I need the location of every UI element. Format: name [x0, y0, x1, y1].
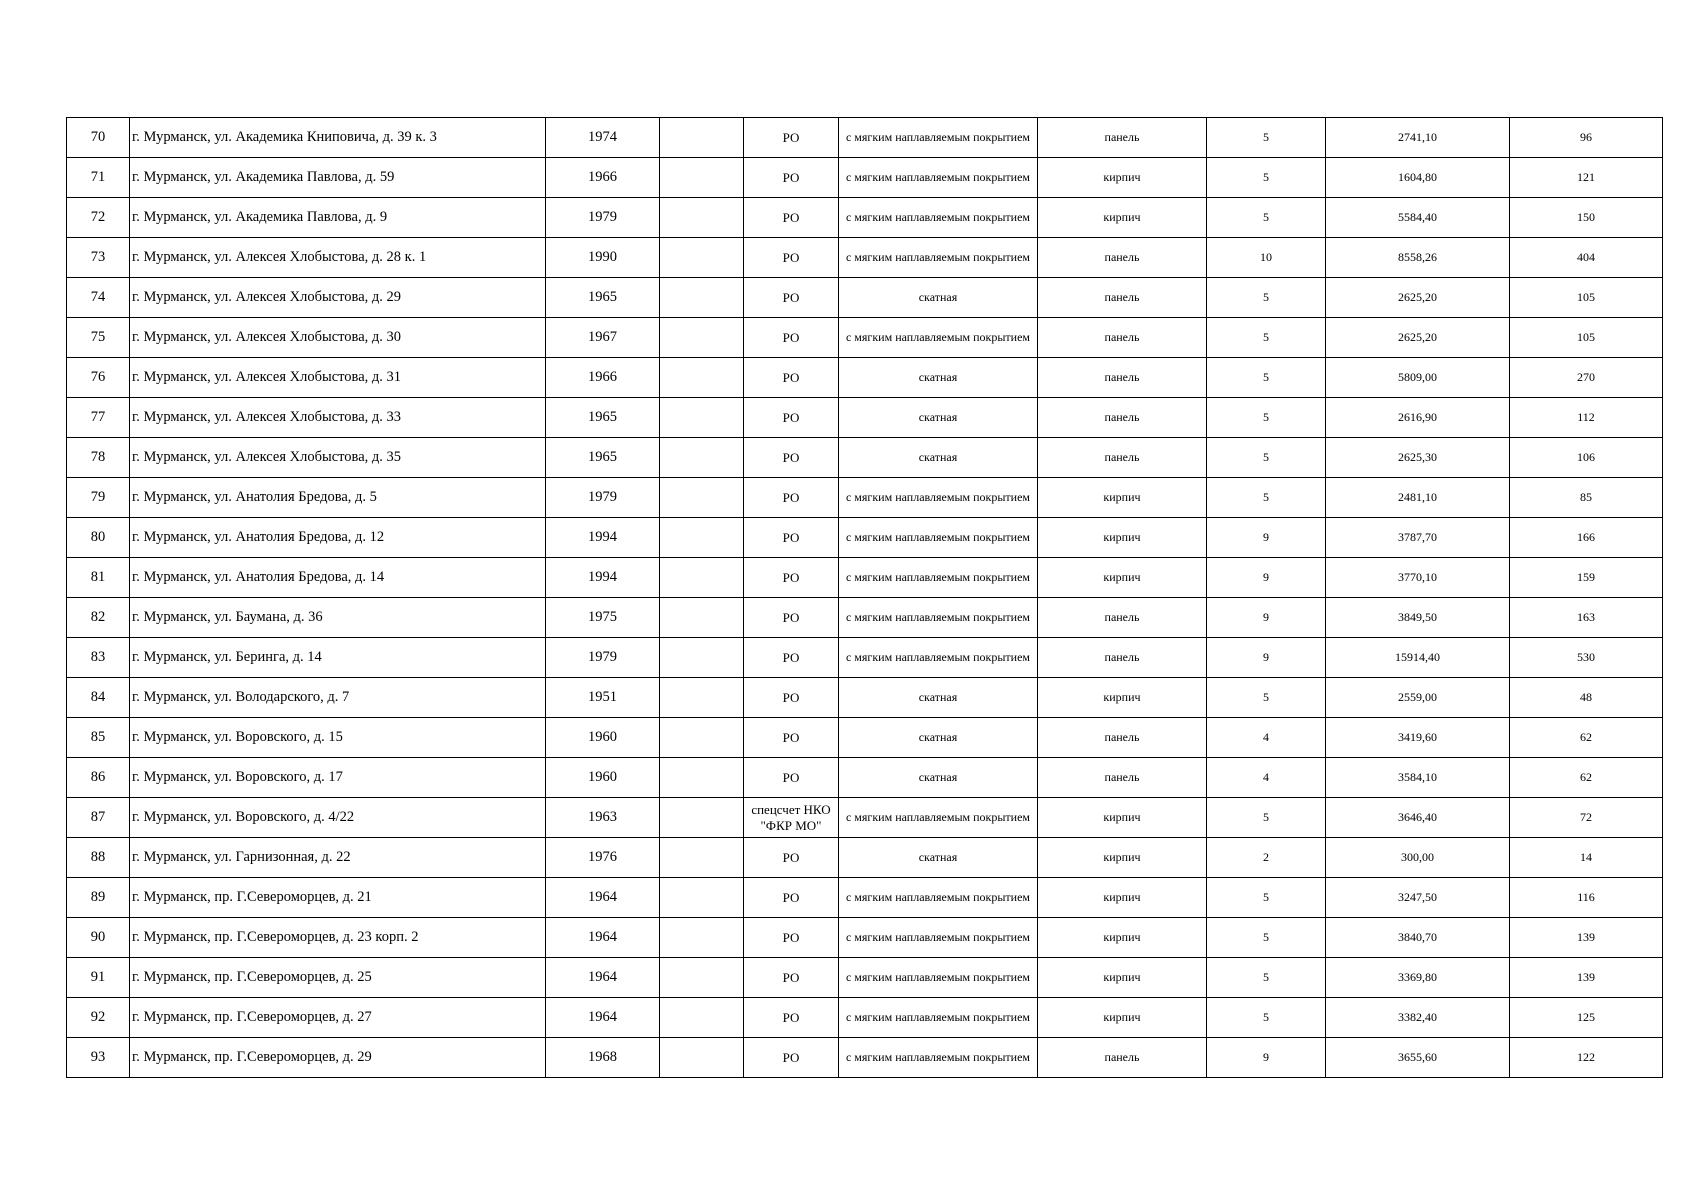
year-cell: 1975	[546, 598, 660, 638]
row-number-cell: 86	[67, 758, 130, 798]
row-number-cell: 84	[67, 678, 130, 718]
area-cell: 3849,50	[1326, 598, 1510, 638]
area-cell: 3840,70	[1326, 918, 1510, 958]
address-cell: г. Мурманск, ул. Алексея Хлобыстова, д. 33	[130, 398, 546, 438]
address-cell: г. Мурманск, ул. Баумана, д. 36	[130, 598, 546, 638]
empty-cell	[660, 158, 744, 198]
empty-cell	[660, 518, 744, 558]
year-cell: 1964	[546, 998, 660, 1038]
account-type-cell: РО	[744, 598, 839, 638]
account-type-cell: РО	[744, 1038, 839, 1078]
area-cell: 8558,26	[1326, 238, 1510, 278]
table-row	[67, 718, 1663, 758]
floors-cell: 9	[1207, 598, 1326, 638]
empty-cell	[660, 758, 744, 798]
row-number-cell: 70	[67, 118, 130, 158]
row-number-cell: 72	[67, 198, 130, 238]
residents-cell: 72	[1510, 798, 1663, 838]
area-cell: 3646,40	[1326, 798, 1510, 838]
table-row	[67, 118, 1663, 158]
wall-material-cell: кирпич	[1038, 518, 1207, 558]
year-cell: 1964	[546, 958, 660, 998]
table-row	[67, 478, 1663, 518]
empty-cell	[660, 638, 744, 678]
year-cell: 1994	[546, 518, 660, 558]
residents-cell: 139	[1510, 958, 1663, 998]
row-number-cell: 78	[67, 438, 130, 478]
row-number-cell: 90	[67, 918, 130, 958]
row-number-cell: 83	[67, 638, 130, 678]
year-cell: 1960	[546, 718, 660, 758]
account-type-cell: РО	[744, 638, 839, 678]
wall-material-cell: панель	[1038, 598, 1207, 638]
empty-cell	[660, 478, 744, 518]
account-type-cell: РО	[744, 838, 839, 878]
account-type-cell: РО	[744, 518, 839, 558]
address-cell: г. Мурманск, пр. Г.Североморцев, д. 27	[130, 998, 546, 1038]
row-number-cell: 93	[67, 1038, 130, 1078]
residents-cell: 125	[1510, 998, 1663, 1038]
row-number-cell: 87	[67, 798, 130, 838]
area-cell: 1604,80	[1326, 158, 1510, 198]
address-cell: г. Мурманск, ул. Академика Павлова, д. 59	[130, 158, 546, 198]
residents-cell: 122	[1510, 1038, 1663, 1078]
address-cell: г. Мурманск, ул. Беринга, д. 14	[130, 638, 546, 678]
empty-cell	[660, 598, 744, 638]
row-number-cell: 81	[67, 558, 130, 598]
year-cell: 1979	[546, 198, 660, 238]
year-cell: 1965	[546, 278, 660, 318]
address-cell: г. Мурманск, ул. Алексея Хлобыстова, д. 30	[130, 318, 546, 358]
account-type-cell: РО	[744, 198, 839, 238]
empty-cell	[660, 278, 744, 318]
empty-cell	[660, 1038, 744, 1078]
account-type-cell: РО	[744, 878, 839, 918]
year-cell: 1966	[546, 158, 660, 198]
roof-type-cell: скатная	[839, 758, 1038, 798]
empty-cell	[660, 718, 744, 758]
table-row	[67, 798, 1663, 838]
roof-type-cell: с мягким наплавляемым покрытием	[839, 198, 1038, 238]
residents-cell: 112	[1510, 398, 1663, 438]
area-cell: 5809,00	[1326, 358, 1510, 398]
empty-cell	[660, 798, 744, 838]
table-row	[67, 678, 1663, 718]
address-cell: г. Мурманск, ул. Анатолия Бредова, д. 5	[130, 478, 546, 518]
account-type-cell: РО	[744, 438, 839, 478]
wall-material-cell: кирпич	[1038, 678, 1207, 718]
floors-cell: 2	[1207, 838, 1326, 878]
roof-type-cell: скатная	[839, 438, 1038, 478]
account-type-cell: РО	[744, 318, 839, 358]
residents-cell: 150	[1510, 198, 1663, 238]
area-cell: 3655,60	[1326, 1038, 1510, 1078]
account-type-cell: РО	[744, 238, 839, 278]
floors-cell: 9	[1207, 1038, 1326, 1078]
table-row	[67, 998, 1663, 1038]
wall-material-cell: панель	[1038, 398, 1207, 438]
row-number-cell: 74	[67, 278, 130, 318]
empty-cell	[660, 318, 744, 358]
year-cell: 1965	[546, 438, 660, 478]
table-row	[67, 1038, 1663, 1078]
wall-material-cell: кирпич	[1038, 158, 1207, 198]
area-cell: 3369,80	[1326, 958, 1510, 998]
residents-cell: 163	[1510, 598, 1663, 638]
year-cell: 1964	[546, 878, 660, 918]
account-type-cell: РО	[744, 278, 839, 318]
year-cell: 1963	[546, 798, 660, 838]
year-cell: 1979	[546, 478, 660, 518]
roof-type-cell: скатная	[839, 718, 1038, 758]
roof-type-cell: с мягким наплавляемым покрытием	[839, 878, 1038, 918]
account-type-cell: РО	[744, 478, 839, 518]
wall-material-cell: кирпич	[1038, 958, 1207, 998]
area-cell: 5584,40	[1326, 198, 1510, 238]
roof-type-cell: с мягким наплавляемым покрытием	[839, 798, 1038, 838]
empty-cell	[660, 238, 744, 278]
roof-type-cell: скатная	[839, 838, 1038, 878]
table-row	[67, 918, 1663, 958]
residents-cell: 96	[1510, 118, 1663, 158]
empty-cell	[660, 998, 744, 1038]
year-cell: 1974	[546, 118, 660, 158]
empty-cell	[660, 918, 744, 958]
row-number-cell: 73	[67, 238, 130, 278]
roof-type-cell: с мягким наплавляемым покрытием	[839, 1038, 1038, 1078]
address-cell: г. Мурманск, ул. Алексея Хлобыстова, д. 28 к. 1	[130, 238, 546, 278]
roof-type-cell: с мягким наплавляемым покрытием	[839, 638, 1038, 678]
account-type-cell: РО	[744, 158, 839, 198]
year-cell: 1965	[546, 398, 660, 438]
roof-type-cell: с мягким наплавляемым покрытием	[839, 918, 1038, 958]
address-cell: г. Мурманск, ул. Анатолия Бредова, д. 12	[130, 518, 546, 558]
area-cell: 3584,10	[1326, 758, 1510, 798]
roof-type-cell: с мягким наплавляемым покрытием	[839, 478, 1038, 518]
address-cell: г. Мурманск, пр. Г.Североморцев, д. 21	[130, 878, 546, 918]
wall-material-cell: кирпич	[1038, 558, 1207, 598]
empty-cell	[660, 878, 744, 918]
roof-type-cell: с мягким наплавляемым покрытием	[839, 518, 1038, 558]
empty-cell	[660, 678, 744, 718]
floors-cell: 4	[1207, 758, 1326, 798]
residents-cell: 85	[1510, 478, 1663, 518]
address-cell: г. Мурманск, ул. Володарского, д. 7	[130, 678, 546, 718]
area-cell: 3247,50	[1326, 878, 1510, 918]
floors-cell: 5	[1207, 958, 1326, 998]
wall-material-cell: панель	[1038, 358, 1207, 398]
address-cell: г. Мурманск, пр. Г.Североморцев, д. 25	[130, 958, 546, 998]
table-row	[67, 958, 1663, 998]
table-row	[67, 318, 1663, 358]
address-cell: г. Мурманск, ул. Воровского, д. 17	[130, 758, 546, 798]
account-type-cell: РО	[744, 998, 839, 1038]
floors-cell: 5	[1207, 798, 1326, 838]
roof-type-cell: с мягким наплавляемым покрытием	[839, 558, 1038, 598]
table-row	[67, 878, 1663, 918]
table-row	[67, 758, 1663, 798]
wall-material-cell: кирпич	[1038, 478, 1207, 518]
table-row	[67, 558, 1663, 598]
area-cell: 2625,30	[1326, 438, 1510, 478]
address-cell: г. Мурманск, ул. Алексея Хлобыстова, д. 29	[130, 278, 546, 318]
floors-cell: 5	[1207, 198, 1326, 238]
empty-cell	[660, 398, 744, 438]
account-type-cell: РО	[744, 398, 839, 438]
wall-material-cell: кирпич	[1038, 998, 1207, 1038]
table-body	[67, 118, 1663, 1078]
housing-table	[66, 117, 1663, 1078]
row-number-cell: 77	[67, 398, 130, 438]
wall-material-cell: кирпич	[1038, 838, 1207, 878]
year-cell: 1966	[546, 358, 660, 398]
empty-cell	[660, 438, 744, 478]
row-number-cell: 76	[67, 358, 130, 398]
table-row	[67, 838, 1663, 878]
floors-cell: 5	[1207, 398, 1326, 438]
year-cell: 1967	[546, 318, 660, 358]
roof-type-cell: с мягким наплавляемым покрытием	[839, 958, 1038, 998]
row-number-cell: 71	[67, 158, 130, 198]
residents-cell: 106	[1510, 438, 1663, 478]
account-type-cell: РО	[744, 718, 839, 758]
address-cell: г. Мурманск, ул. Анатолия Бредова, д. 14	[130, 558, 546, 598]
roof-type-cell: с мягким наплавляемым покрытием	[839, 318, 1038, 358]
roof-type-cell: с мягким наплавляемым покрытием	[839, 158, 1038, 198]
wall-material-cell: кирпич	[1038, 918, 1207, 958]
year-cell: 1994	[546, 558, 660, 598]
wall-material-cell: кирпич	[1038, 798, 1207, 838]
year-cell: 1990	[546, 238, 660, 278]
roof-type-cell: с мягким наплавляемым покрытием	[839, 118, 1038, 158]
floors-cell: 5	[1207, 118, 1326, 158]
account-type-cell: РО	[744, 358, 839, 398]
roof-type-cell: скатная	[839, 398, 1038, 438]
roof-type-cell: с мягким наплавляемым покрытием	[839, 238, 1038, 278]
residents-cell: 116	[1510, 878, 1663, 918]
floors-cell: 5	[1207, 878, 1326, 918]
year-cell: 1976	[546, 838, 660, 878]
table-row	[67, 398, 1663, 438]
row-number-cell: 85	[67, 718, 130, 758]
row-number-cell: 89	[67, 878, 130, 918]
residents-cell: 139	[1510, 918, 1663, 958]
account-type-cell: РО	[744, 958, 839, 998]
address-cell: г. Мурманск, ул. Академика Павлова, д. 9	[130, 198, 546, 238]
year-cell: 1968	[546, 1038, 660, 1078]
area-cell: 15914,40	[1326, 638, 1510, 678]
wall-material-cell: панель	[1038, 318, 1207, 358]
account-type-cell: РО	[744, 118, 839, 158]
area-cell: 3419,60	[1326, 718, 1510, 758]
roof-type-cell: с мягким наплавляемым покрытием	[839, 998, 1038, 1038]
wall-material-cell: панель	[1038, 1038, 1207, 1078]
account-type-cell: РО	[744, 678, 839, 718]
address-cell: г. Мурманск, ул. Воровского, д. 15	[130, 718, 546, 758]
row-number-cell: 79	[67, 478, 130, 518]
area-cell: 3770,10	[1326, 558, 1510, 598]
residents-cell: 62	[1510, 758, 1663, 798]
residents-cell: 270	[1510, 358, 1663, 398]
floors-cell: 5	[1207, 158, 1326, 198]
address-cell: г. Мурманск, пр. Г.Североморцев, д. 23 корп. 2	[130, 918, 546, 958]
row-number-cell: 88	[67, 838, 130, 878]
wall-material-cell: панель	[1038, 278, 1207, 318]
address-cell: г. Мурманск, ул. Воровского, д. 4/22	[130, 798, 546, 838]
empty-cell	[660, 118, 744, 158]
roof-type-cell: скатная	[839, 278, 1038, 318]
table-row	[67, 598, 1663, 638]
residents-cell: 404	[1510, 238, 1663, 278]
row-number-cell: 91	[67, 958, 130, 998]
table-row	[67, 278, 1663, 318]
year-cell: 1964	[546, 918, 660, 958]
row-number-cell: 75	[67, 318, 130, 358]
residents-cell: 62	[1510, 718, 1663, 758]
wall-material-cell: панель	[1038, 718, 1207, 758]
account-type-cell: РО	[744, 558, 839, 598]
row-number-cell: 80	[67, 518, 130, 558]
year-cell: 1951	[546, 678, 660, 718]
area-cell: 3787,70	[1326, 518, 1510, 558]
roof-type-cell: скатная	[839, 678, 1038, 718]
floors-cell: 10	[1207, 238, 1326, 278]
table-row	[67, 238, 1663, 278]
floors-cell: 5	[1207, 998, 1326, 1038]
account-type-cell: РО	[744, 758, 839, 798]
floors-cell: 5	[1207, 278, 1326, 318]
row-number-cell: 92	[67, 998, 130, 1038]
account-type-cell: РО	[744, 918, 839, 958]
wall-material-cell: кирпич	[1038, 878, 1207, 918]
residents-cell: 530	[1510, 638, 1663, 678]
floors-cell: 5	[1207, 318, 1326, 358]
table-row	[67, 518, 1663, 558]
floors-cell: 4	[1207, 718, 1326, 758]
floors-cell: 9	[1207, 518, 1326, 558]
address-cell: г. Мурманск, ул. Алексея Хлобыстова, д. 35	[130, 438, 546, 478]
year-cell: 1979	[546, 638, 660, 678]
wall-material-cell: панель	[1038, 638, 1207, 678]
residents-cell: 105	[1510, 318, 1663, 358]
address-cell: г. Мурманск, ул. Гарнизонная, д. 22	[130, 838, 546, 878]
address-cell: г. Мурманск, ул. Академика Книповича, д. 39 к. 3	[130, 118, 546, 158]
wall-material-cell: панель	[1038, 238, 1207, 278]
wall-material-cell: панель	[1038, 758, 1207, 798]
address-cell: г. Мурманск, пр. Г.Североморцев, д. 29	[130, 1038, 546, 1078]
floors-cell: 9	[1207, 638, 1326, 678]
area-cell: 2481,10	[1326, 478, 1510, 518]
empty-cell	[660, 838, 744, 878]
residents-cell: 121	[1510, 158, 1663, 198]
table-row	[67, 358, 1663, 398]
floors-cell: 5	[1207, 678, 1326, 718]
row-number-cell: 82	[67, 598, 130, 638]
floors-cell: 9	[1207, 558, 1326, 598]
floors-cell: 5	[1207, 358, 1326, 398]
wall-material-cell: кирпич	[1038, 198, 1207, 238]
roof-type-cell: с мягким наплавляемым покрытием	[839, 598, 1038, 638]
area-cell: 2625,20	[1326, 278, 1510, 318]
table-row	[67, 638, 1663, 678]
empty-cell	[660, 358, 744, 398]
area-cell: 2741,10	[1326, 118, 1510, 158]
residents-cell: 166	[1510, 518, 1663, 558]
empty-cell	[660, 558, 744, 598]
residents-cell: 48	[1510, 678, 1663, 718]
year-cell: 1960	[546, 758, 660, 798]
area-cell: 2559,00	[1326, 678, 1510, 718]
floors-cell: 5	[1207, 438, 1326, 478]
account-type-cell: спецсчет НКО "ФКР МО"	[744, 798, 839, 838]
floors-cell: 5	[1207, 918, 1326, 958]
table-row	[67, 158, 1663, 198]
area-cell: 2616,90	[1326, 398, 1510, 438]
residents-cell: 14	[1510, 838, 1663, 878]
table-row	[67, 438, 1663, 478]
empty-cell	[660, 198, 744, 238]
wall-material-cell: панель	[1038, 118, 1207, 158]
wall-material-cell: панель	[1038, 438, 1207, 478]
roof-type-cell: скатная	[839, 358, 1038, 398]
area-cell: 300,00	[1326, 838, 1510, 878]
table-row	[67, 198, 1663, 238]
empty-cell	[660, 958, 744, 998]
residents-cell: 159	[1510, 558, 1663, 598]
residents-cell: 105	[1510, 278, 1663, 318]
address-cell: г. Мурманск, ул. Алексея Хлобыстова, д. 31	[130, 358, 546, 398]
area-cell: 2625,20	[1326, 318, 1510, 358]
floors-cell: 5	[1207, 478, 1326, 518]
area-cell: 3382,40	[1326, 998, 1510, 1038]
